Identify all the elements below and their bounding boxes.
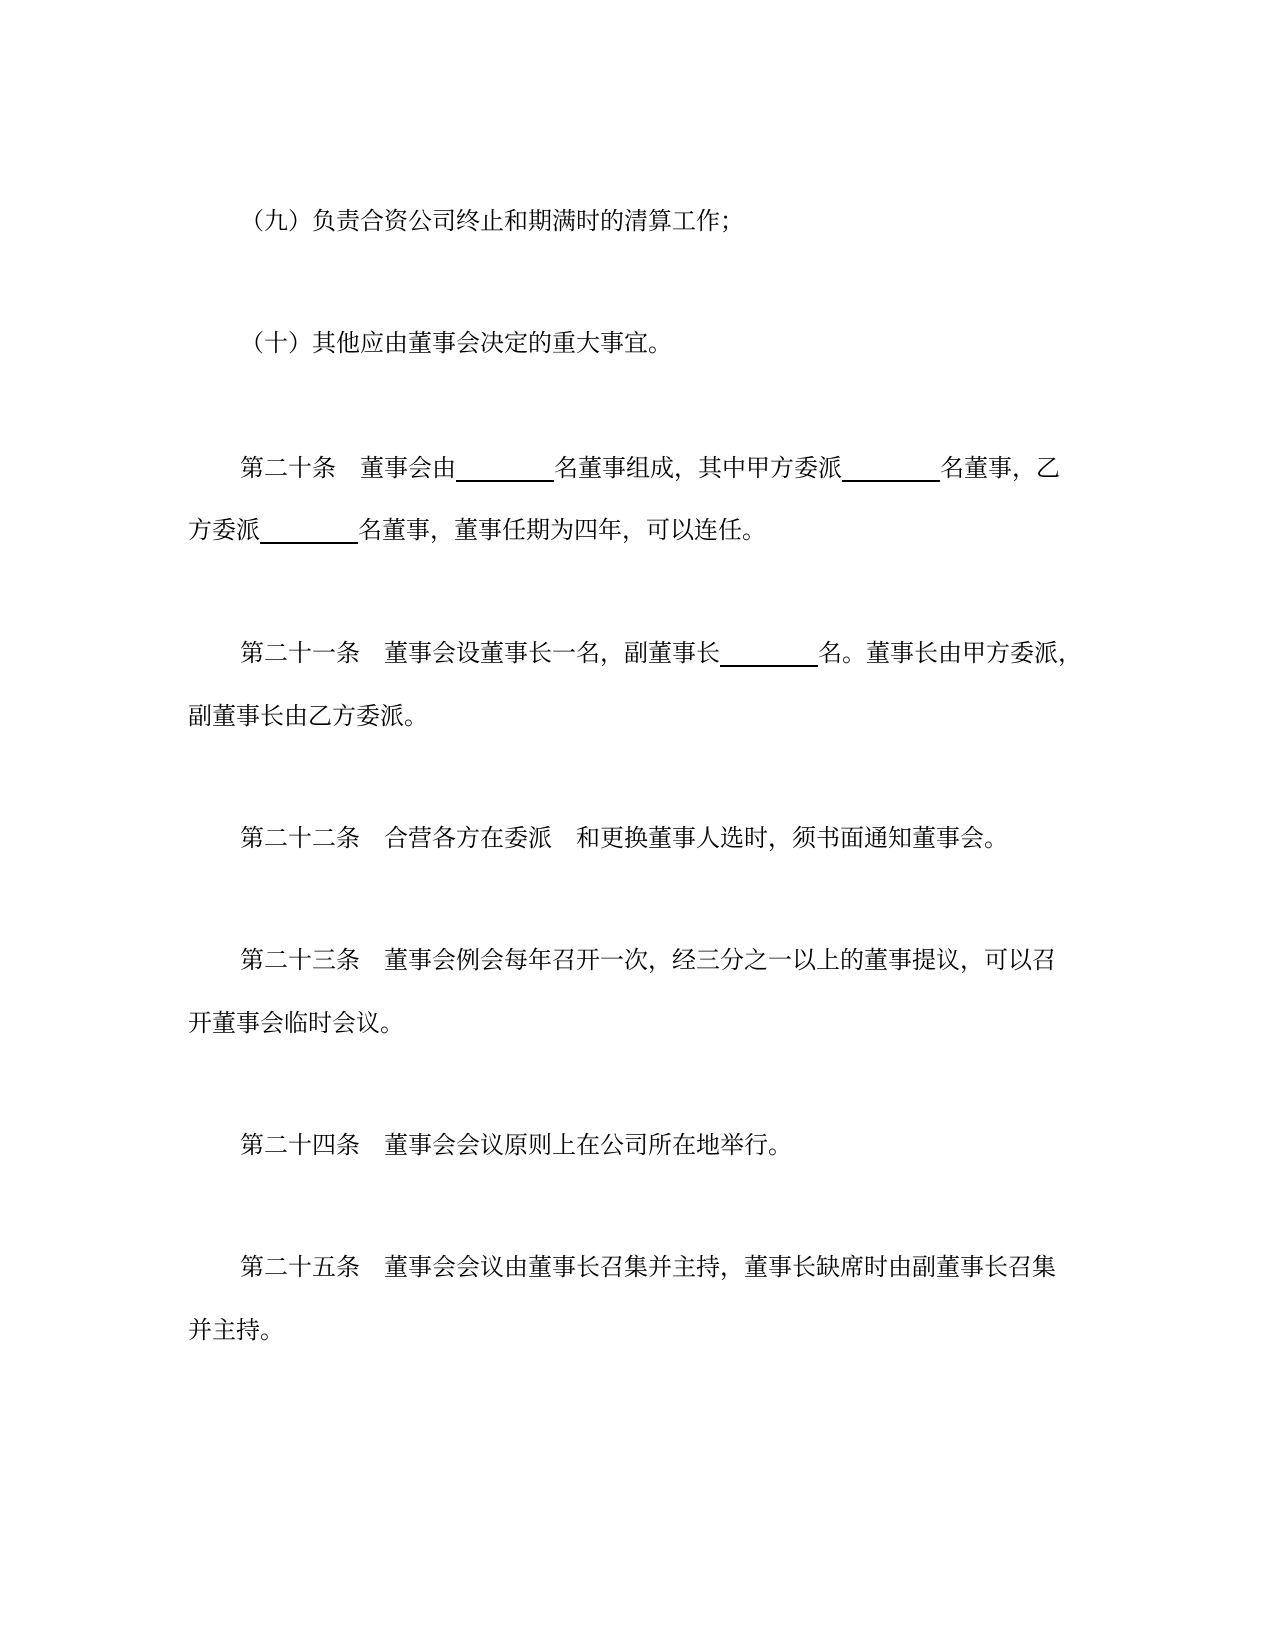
article-25-line-2: 并主持。 xyxy=(188,1316,284,1344)
article-23-label: 第二十三条 xyxy=(240,946,360,974)
article-20-text-b: 名董事组成，其中甲方委派 xyxy=(554,454,842,482)
article-23-line-2: 开董事会临时会议。 xyxy=(188,1009,404,1037)
article-22-label: 第二十二条 xyxy=(240,824,360,852)
article-22-text-a: 合营各方在委派 xyxy=(384,824,552,852)
fill-in-blank xyxy=(456,456,554,482)
article-24-label: 第二十四条 xyxy=(240,1131,360,1159)
article-22-text-b: 和更换董事人选时，须书面通知董事会。 xyxy=(576,824,1008,852)
clause-item-9: （九）负责合资公司终止和期满时的清算工作； xyxy=(240,207,744,235)
article-21-label: 第二十一条 xyxy=(240,639,360,667)
article-21-line-1 xyxy=(240,637,1082,669)
article-24-line-1 xyxy=(240,1129,792,1161)
article-20-label: 第二十条 xyxy=(240,454,336,482)
article-21-text-a: 董事会设董事长一名，副董事长 xyxy=(384,639,720,667)
article-20-text-e: 名董事，董事任期为四年，可以连任。 xyxy=(358,516,766,544)
article-23-text-a: 董事会例会每年召开一次，经三分之一以上的董事提议，可以召 xyxy=(384,946,1056,974)
article-23-line-1 xyxy=(240,944,1056,976)
clause-item-10: （十）其他应由董事会决定的重大事宜。 xyxy=(240,329,672,357)
article-20-text-a: 董事会由 xyxy=(360,454,456,482)
article-20-text-d: 方委派 xyxy=(188,516,260,544)
article-24-text: 董事会会议原则上在公司所在地举行。 xyxy=(384,1131,792,1159)
article-20-line-1 xyxy=(240,452,1060,484)
article-25-label: 第二十五条 xyxy=(240,1253,360,1281)
article-22-line-1 xyxy=(240,822,1008,854)
article-20-line-2 xyxy=(188,514,766,546)
article-25-text-a: 董事会会议由董事长召集并主持，董事长缺席时由副董事长召集 xyxy=(384,1253,1056,1281)
article-25-line-1 xyxy=(240,1251,1056,1283)
article-20-text-c: 名董事，乙 xyxy=(940,454,1060,482)
article-21-text-b: 名。董事长由甲方委派， xyxy=(818,639,1082,667)
article-21-line-2: 副董事长由乙方委派。 xyxy=(188,702,428,730)
fill-in-blank xyxy=(720,641,818,667)
fill-in-blank xyxy=(842,456,940,482)
fill-in-blank xyxy=(260,518,358,544)
